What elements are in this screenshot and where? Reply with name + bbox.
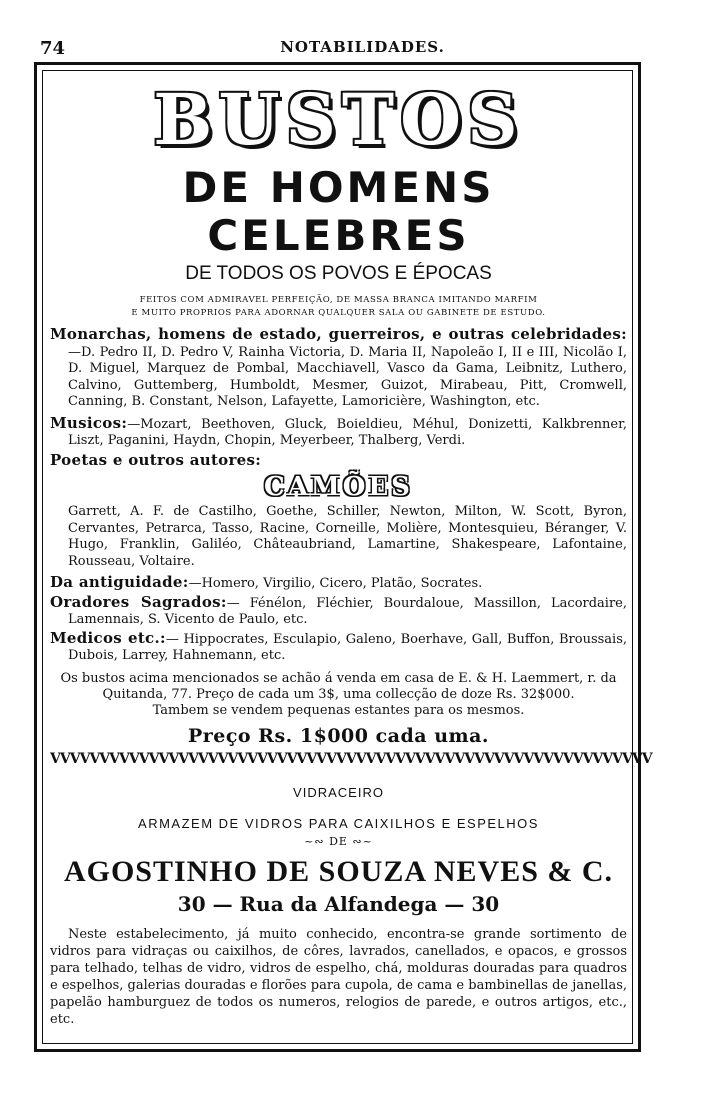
paragraph-musicos <box>50 415 627 450</box>
lead-monarchas: Monarchas, homens de estado, guerreiros, e outras celebridades: <box>50 325 627 343</box>
ad-title-bustos: BUSTOS <box>153 78 524 161</box>
shelves-notice: Tambem se vendem pequenas estantes para os mesmos. <box>152 702 525 718</box>
text-musicos: —Mozart, Beethoven, Gluck, Boieldieu, Méhul, Donizetti, Kalkbrenner, Liszt, Paganini, Haydn, Chopin, Meyerbeer, Thalberg, Verdi. <box>68 416 627 448</box>
merchant-address: 30 — Rua da Alfandega — 30 <box>177 891 500 916</box>
merchant-name: AGOSTINHO DE SOUZA NEVES & C. <box>63 854 614 888</box>
ad-subtitle-povos: DE TODOS OS POVOS E ÉPOCAS <box>185 263 492 284</box>
text-monarchas: —D. Pedro II, D. Pedro V, Rainha Victoria, D. Maria II, Napoleão I, II e III, Nicolão I, D. Miguel, Marquez de Pombal, Macchiavell, Vasco da Gama, Leibnitz, Luthero, Calvino, Guttemberg, Humboldt, Mesmer, Guizot, Mirabeau, Pitt, Cromwell, Canning, B. Constant, Nelson, Lafayette, Lamoricière, Washington, etc. <box>68 344 627 409</box>
lead-oradores: Oradores Sagrados: <box>50 592 227 611</box>
text-oradores: — Fénélon, Fléchier, Bourdaloue, Massillon, Lacordaire, Lamennais, S. Vicento de Paulo, etc. <box>68 595 627 627</box>
advertisement-content <box>50 78 652 1028</box>
price-line: Preço Rs. 1$000 cada uma. <box>187 724 490 747</box>
sale-notice: Os bustos acima mencionados se achão á venda em casa de E. & H. Laemmert, r. da Quitanda, 77. Preço de cada um 3$, uma collecção de doze Rs. 32$000. <box>60 670 617 702</box>
page-number: 74 <box>40 38 66 59</box>
ad-subtitle-homens-celebres: DE HOMENS CELEBRES <box>182 163 495 260</box>
paragraph-poetas: Garrett, A. F. de Castilho, Goethe, Schiller, Newton, Milton, W. Scott, Byron, Cervantes, Petrarca, Tasso, Racine, Corneille, Molière, Montesquieu, Béranger, V. Hugo, Franklin, Galiléo, Châteaubriand, Lamartine, Shakespeare, Lafontaine, Rousseau, Voltaire. <box>68 504 627 569</box>
lead-antiguidade: Da antiguidade: <box>50 573 189 591</box>
camoes-heading: CAMÕES <box>264 472 413 502</box>
de-word: DE <box>329 834 348 848</box>
paragraph-medicos <box>50 630 627 665</box>
lead-medicos: Medicos etc.: <box>50 628 166 647</box>
paragraph-monarchas <box>50 326 627 411</box>
running-title: NOTABILIDADES. <box>280 38 445 56</box>
ornamental-divider: VVVVVVVVVVVVVVVVVVVVVVVVVVVVVVVVVVVVVVVVVVVVVVVVVVVVVVVVVVVVV <box>50 750 652 767</box>
paragraph-poetas-heading <box>50 452 627 471</box>
lead-musicos: Musicos: <box>50 413 128 432</box>
armazem-heading: ARMAZEM DE VIDROS PARA CAIXILHOS E ESPELHOS <box>138 815 539 831</box>
paragraph-antiguidade <box>50 574 627 593</box>
vidraceiro-heading: VIDRACEIRO <box>293 784 384 800</box>
text-antiguidade: —Homero, Virgilio, Cicero, Platão, Socrates. <box>188 576 483 591</box>
ad-description-line-2: E MUITO PROPRIOS PARA ADORNAR QUALQUER SALA OU GABINETE DE ESTUDO. <box>131 308 546 318</box>
text-medicos: — Hippocrates, Esculapio, Galeno, Boerhave, Gall, Buffon, Broussais, Dubois, Larrey, Hahnemann, etc. <box>68 631 628 663</box>
lead-poetas: Poetas e outros autores: <box>50 450 262 469</box>
ad-description-line-1: FEITOS COM ADMIRAVEL PERFEIÇÃO, DE MASSA BRANCA IMITANDO MARFIM <box>139 295 538 305</box>
paragraph-oradores <box>50 594 627 629</box>
de-ornament: ~∾ DE ∾~ <box>304 834 373 848</box>
merchant-description: Neste estabelecimento, já muito conhecido, encontra-se grande sortimento de vidros para vidraças ou caixilhos, de côres, lavrados, canellados, e opacos, e grossos para telhado, telhas de vidro, vidros de espelho, chá, molduras douradas para quadros e espelhos, galerias douradas e florões para cupola, de cama e bambinellas de janellas, papelão hamburguez de todos os numeros, relogios de parede, e outros artigos, etc., etc. <box>50 926 627 1027</box>
